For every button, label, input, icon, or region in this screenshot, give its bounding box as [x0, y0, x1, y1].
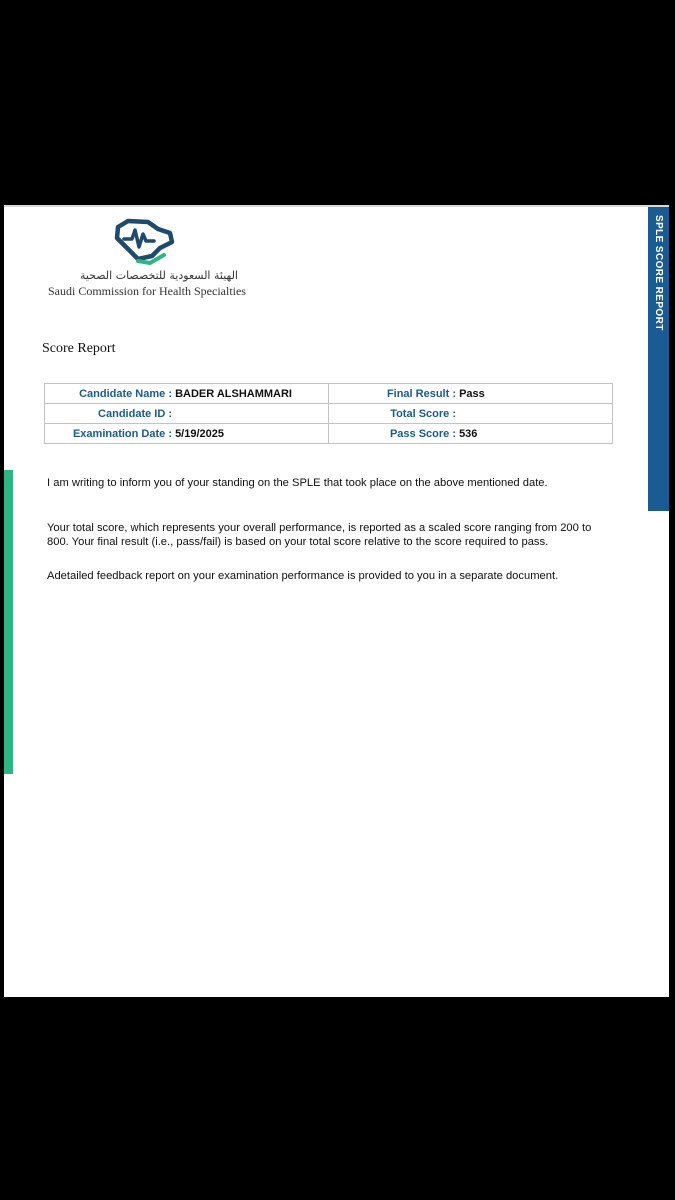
final-result-label: Final Result :	[386, 387, 456, 400]
total-score-label: Total Score :	[390, 407, 456, 420]
exam-date-value: 5/19/2025	[175, 427, 224, 440]
candidate-info-table	[44, 383, 613, 444]
pass-score-value: 536	[459, 427, 478, 440]
final-result-cell	[329, 384, 613, 404]
organization-logo	[108, 215, 178, 269]
table-row	[45, 424, 613, 444]
candidate-name-value: BADER ALSHAMMARI	[175, 387, 292, 400]
candidate-id-cell	[45, 404, 329, 424]
exam-date-label: Examination Date :	[72, 427, 172, 440]
pass-score-label: Pass Score :	[389, 427, 456, 440]
candidate-name-label: Candidate Name :	[79, 387, 172, 400]
exam-date-cell	[45, 424, 329, 444]
accent-bar	[4, 470, 13, 774]
score-explanation-paragraph: Your total score, which represents your overall performance, is reported as a scaled score ranging from 200 to 800. Your final result (i.e., pass/fail) is based on your total score relative to the score required to pass.	[47, 522, 592, 548]
report-title: Score Report	[42, 341, 116, 356]
pass-score-cell	[329, 424, 613, 444]
table-row	[45, 404, 613, 424]
feedback-paragraph: Adetailed feedback report on your examination performance is provided to you in a separate document.	[47, 570, 559, 582]
organization-name-english: Saudi Commission for Health Specialties	[48, 284, 246, 298]
table-row	[45, 384, 613, 404]
side-tab	[648, 207, 669, 511]
final-result-value: Pass	[459, 387, 485, 400]
candidate-id-label: Candidate ID :	[98, 407, 172, 420]
side-tab-label: SPLE SCORE REPORT	[653, 215, 664, 331]
organization-name-arabic: الهيئة السعودية للتخصصات الصحية	[79, 269, 238, 282]
intro-paragraph: I am writing to inform you of your standing on the SPLE that took place on the above mentioned date.	[47, 477, 548, 489]
candidate-name-cell	[45, 384, 329, 404]
score-report-page	[4, 205, 669, 997]
total-score-cell	[329, 404, 613, 424]
